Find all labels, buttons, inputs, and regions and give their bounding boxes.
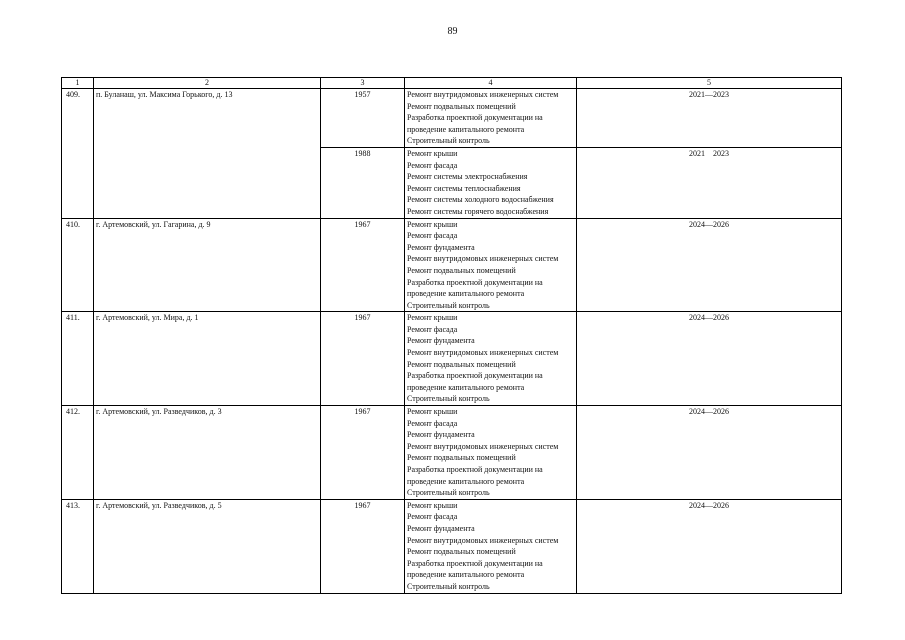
work-item: Ремонт подвальных помещений <box>407 265 516 275</box>
table-row <box>62 406 842 500</box>
work-item: Ремонт внутридомовых инженерных систем <box>407 90 559 99</box>
work-item: Ремонт системы электроснабжения <box>407 172 528 182</box>
work-item: Ремонт крыши <box>407 219 458 229</box>
work-item: проведение капитального ремонта <box>407 124 525 134</box>
column-header: 5 <box>577 78 842 89</box>
row-number-cell: 412. <box>62 406 94 500</box>
work-item: Ремонт фундамента <box>407 430 475 440</box>
column-header: 2 <box>94 78 321 89</box>
work-item: Ремонт фасада <box>407 231 458 241</box>
work-item: проведение капитального ремонта <box>407 289 525 299</box>
work-item: Строительный контроль <box>407 136 490 146</box>
work-item: Ремонт фундамента <box>407 242 475 252</box>
column-header-row <box>62 78 842 89</box>
period-cell: 2024—2026 <box>577 406 842 500</box>
period-cell: 2024—2026 <box>577 499 842 593</box>
work-item: Ремонт подвальных помещений <box>407 359 516 369</box>
work-item: Ремонт фундамента <box>407 523 475 533</box>
work-item: проведение капитального ремонта <box>407 570 525 580</box>
work-item: Ремонт подвальных помещений <box>407 453 516 463</box>
work-item: Ремонт крыши <box>407 313 458 323</box>
work-item: Строительный контроль <box>407 300 490 310</box>
row-number-cell: 411. <box>62 312 94 406</box>
work-item: Ремонт подвальных помещений <box>407 547 516 557</box>
period-cell: 2024—2026 <box>577 312 842 406</box>
work-item: Строительный контроль <box>407 581 490 591</box>
year-cell: 1967 <box>321 406 405 500</box>
row-number-cell: 409. <box>62 89 94 219</box>
column-header: 3 <box>321 78 405 89</box>
work-item: Ремонт подвальных помещений <box>407 101 516 111</box>
work-item: Ремонт внутридомовых инженерных систем <box>407 254 559 264</box>
work-item: Ремонт системы холодного водоснабжения <box>407 195 554 205</box>
work-item: Ремонт фасада <box>407 324 458 334</box>
work-item: Разработка проектной документации на <box>407 277 543 287</box>
period-cell: 2021—2023 <box>577 89 842 148</box>
year-cell: 1967 <box>321 312 405 406</box>
table-body <box>62 89 842 594</box>
column-header: 4 <box>405 78 577 89</box>
work-item: Разработка проектной документации на <box>407 558 543 568</box>
period-cell: 2021 2023 <box>577 147 842 218</box>
row-number-cell: 410. <box>62 218 94 312</box>
work-item: Ремонт внутридомовых инженерных систем <box>407 441 559 451</box>
work-item: Ремонт фундамента <box>407 336 475 346</box>
works-cell <box>405 218 577 312</box>
table-row <box>62 312 842 406</box>
address-cell: г. Артемовский, ул. Разведчиков, д. 5 <box>94 499 321 593</box>
page-number: 89 <box>447 26 458 37</box>
work-item: Ремонт крыши <box>407 148 458 158</box>
work-item: Ремонт крыши <box>407 407 458 417</box>
address-cell: г. Артемовский, ул. Гагарина, д. 9 <box>94 218 321 312</box>
work-item: Строительный контроль <box>407 394 490 404</box>
column-header: 1 <box>62 78 94 89</box>
work-item: Ремонт крыши <box>407 500 458 510</box>
work-item: Ремонт системы теплоснабжения <box>407 183 521 193</box>
year-cell: 1967 <box>321 499 405 593</box>
works-cell <box>405 312 577 406</box>
work-item: Строительный контроль <box>407 488 490 498</box>
period-cell: 2024—2026 <box>577 218 842 312</box>
year-cell: 1988 <box>321 147 405 218</box>
address-cell: г. Артемовский, ул. Разведчиков, д. 3 <box>94 406 321 500</box>
work-item: Ремонт системы горячего водоснабжения <box>407 206 549 216</box>
work-item: Ремонт фасада <box>407 512 458 522</box>
work-item: проведение капитального ремонта <box>407 476 525 486</box>
work-item: Разработка проектной документации на <box>407 465 543 474</box>
table-row <box>62 499 842 593</box>
works-cell <box>405 89 577 148</box>
table-row <box>62 218 842 312</box>
work-item: Ремонт внутридомовых инженерных систем <box>407 348 559 358</box>
table-row <box>62 89 842 148</box>
year-cell: 1957 <box>321 89 405 148</box>
row-number-cell: 413. <box>62 499 94 593</box>
year-cell: 1967 <box>321 218 405 312</box>
work-item: Разработка проектной документации на <box>407 113 543 123</box>
works-cell <box>405 147 577 218</box>
work-item: Ремонт фасада <box>407 418 458 428</box>
address-cell: г. Артемовский, ул. Мира, д. 1 <box>94 312 321 406</box>
work-item: Ремонт внутридомовых инженерных систем <box>407 535 559 545</box>
repair-schedule-table <box>61 77 842 594</box>
address-cell: п. Буланаш, ул. Максима Горького, д. 13 <box>94 89 321 219</box>
works-cell <box>405 499 577 593</box>
work-item: Ремонт фасада <box>407 160 458 170</box>
works-cell <box>405 406 577 500</box>
work-item: проведение капитального ремонта <box>407 382 525 392</box>
work-item: Разработка проектной документации на <box>407 371 543 381</box>
